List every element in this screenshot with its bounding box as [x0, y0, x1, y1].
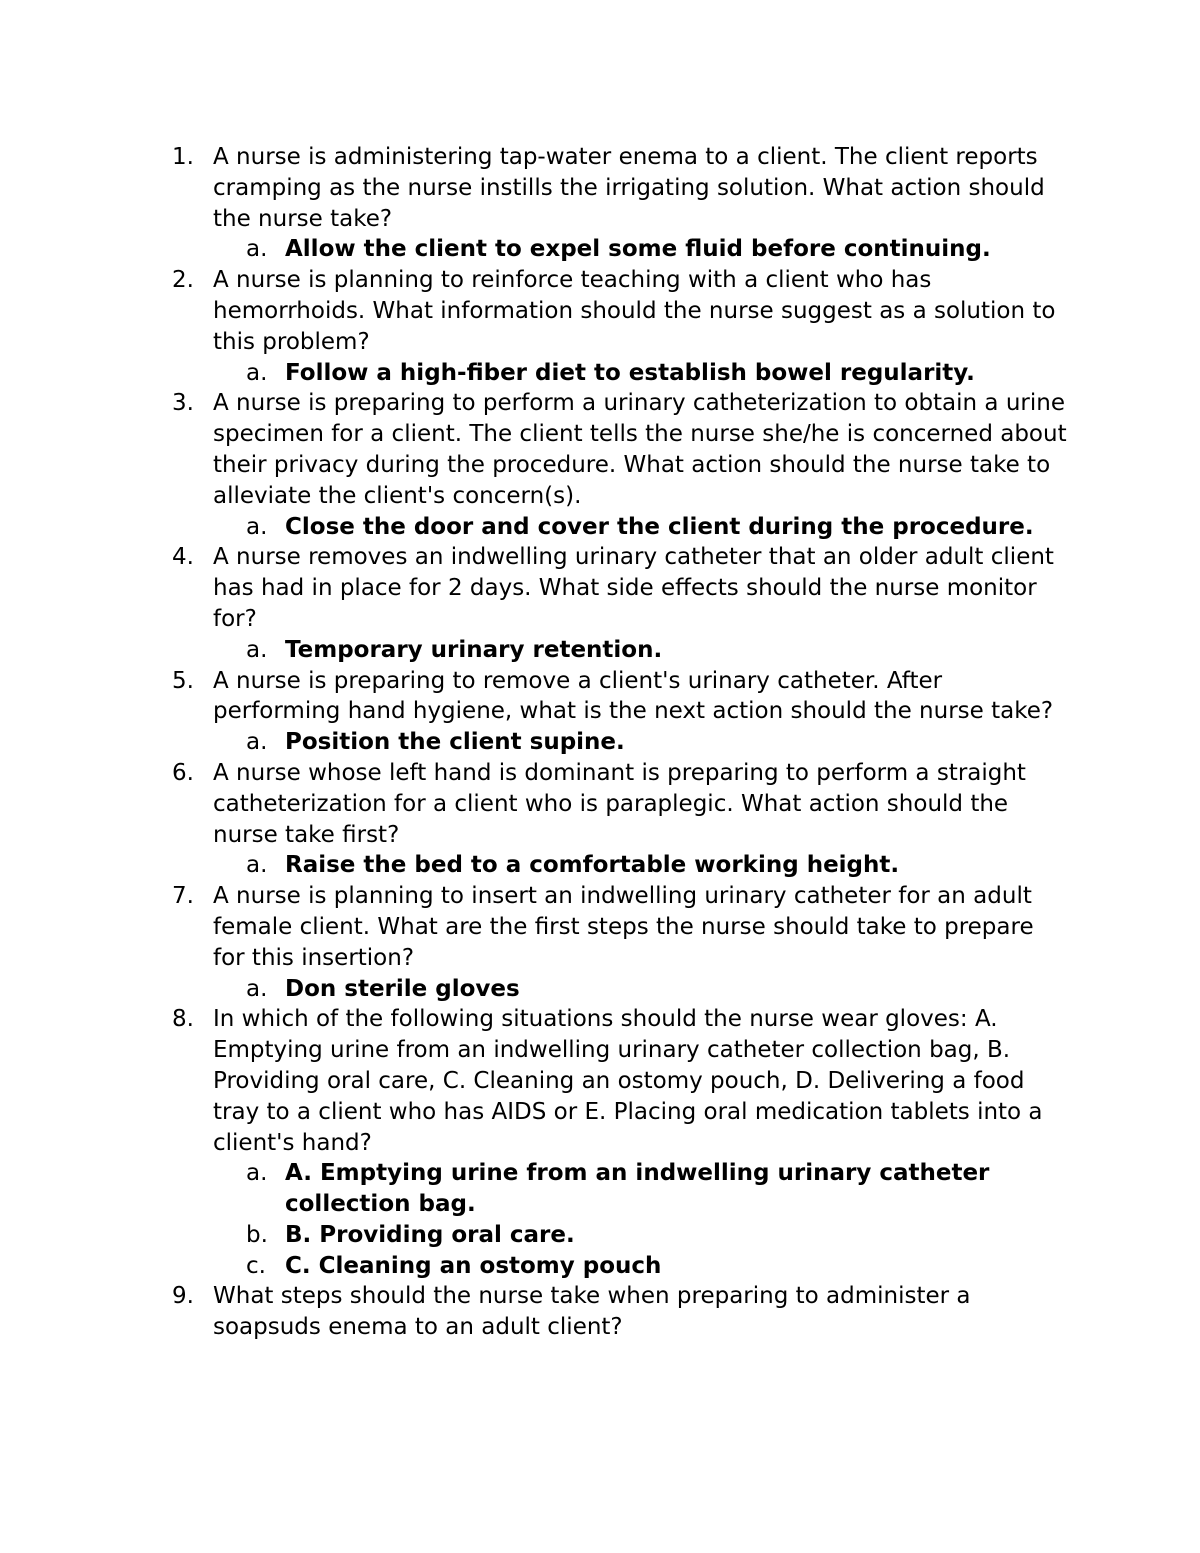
question-text: A nurse is administering tap-water enema to a client. The client reports cramping as the nurse instills the irrigating solution. What action should the nurse take?: [213, 144, 1045, 232]
question-number: 2.: [172, 267, 194, 294]
question-text: A nurse is preparing to remove a client's urinary catheter. After performing hand hygiene, what is the next action should the nurse take?: [213, 667, 1054, 725]
answer-letter: c.: [246, 1252, 266, 1279]
question-item: [172, 1004, 1072, 1281]
question-item: [172, 542, 1072, 665]
answer-list: [213, 974, 1072, 1005]
answer-list: [213, 850, 1072, 881]
question-number: 3.: [172, 390, 194, 417]
question-number: 1.: [172, 144, 194, 170]
answer-letter: a.: [246, 729, 268, 756]
answer-item: [213, 1220, 1072, 1251]
answer-item: [213, 727, 1072, 758]
question-text: A nurse is preparing to perform a urinary catheterization to obtain a urine specimen for a client. The client tells the nurse she/he is concerned about their privacy during the procedure. What action should the nurse take to alleviate the client's concern(s).: [213, 390, 1067, 509]
answer-list: [213, 1158, 1072, 1281]
question-number: 5.: [172, 667, 194, 694]
question-number: 7.: [172, 883, 194, 910]
question-text: A nurse removes an indwelling urinary catheter that an older adult client has had in place for 2 days. What side effects should the nurse monitor for?: [213, 544, 1054, 632]
answer-text: B. Providing oral care.: [285, 1221, 575, 1248]
answer-item: [213, 1158, 1072, 1220]
question-item: [172, 666, 1072, 758]
question-text: What steps should the nurse take when preparing to administer a soapsuds enema to an adult client?: [213, 1283, 971, 1341]
answer-item: [213, 358, 1072, 389]
question-text: In which of the following situations should the nurse wear gloves: A. Emptying urine from an indwelling urinary catheter collection bag, B. Providing oral care, C. Cleaning an ostomy pouch, D. Delivering a food tray to a client who has AIDS or E. Placing oral medication tablets into a client's hand?: [213, 1006, 1043, 1156]
question-item: [172, 881, 1072, 1004]
answer-item: [213, 635, 1072, 666]
question-item: [172, 388, 1072, 542]
question-item: [172, 142, 1072, 265]
answer-text: A. Emptying urine from an indwelling urinary catheter collection bag.: [285, 1160, 990, 1218]
question-item: [172, 1281, 1072, 1343]
question-text: A nurse is planning to insert an indwelling urinary catheter for an adult female client. What are the first steps the nurse should take to prepare for this insertion?: [213, 883, 1034, 971]
question-number: 8.: [172, 1006, 194, 1033]
question-number: 9.: [172, 1283, 194, 1310]
answer-list: [213, 512, 1072, 543]
answer-letter: a.: [246, 359, 268, 386]
answer-item: [213, 1251, 1072, 1282]
answer-item: [213, 974, 1072, 1005]
answer-letter: a.: [246, 513, 268, 540]
question-number: 6.: [172, 759, 194, 786]
answer-text: Follow a high-fiber diet to establish bowel regularity.: [285, 359, 975, 386]
answer-list: [213, 358, 1072, 389]
answer-text: Temporary urinary retention.: [285, 636, 663, 663]
answer-letter: a.: [246, 636, 268, 663]
answer-item: [213, 512, 1072, 543]
answer-list: [213, 635, 1072, 666]
question-list: [172, 142, 1072, 1343]
question-number: 4.: [172, 544, 194, 571]
answer-list: [213, 234, 1072, 265]
answer-letter: a.: [246, 975, 268, 1002]
answer-list: [213, 727, 1072, 758]
answer-item: [213, 850, 1072, 881]
question-text: A nurse is planning to reinforce teaching with a client who has hemorrhoids. What information should the nurse suggest as a solution to this problem?: [213, 267, 1056, 355]
answer-text: Raise the bed to a comfortable working height.: [285, 852, 900, 879]
answer-item: [213, 234, 1072, 265]
question-item: [172, 758, 1072, 881]
answer-letter: b.: [246, 1221, 268, 1248]
answer-text: Allow the client to expel some fluid before continuing.: [285, 236, 991, 263]
answer-letter: a.: [246, 236, 268, 263]
question-item: [172, 265, 1072, 388]
question-text: A nurse whose left hand is dominant is preparing to perform a straight catheterization for a client who is paraplegic. What action should the nurse take first?: [213, 759, 1026, 848]
answer-text: Position the client supine.: [285, 729, 625, 756]
answer-text: Close the door and cover the client during the procedure.: [285, 513, 1034, 540]
answer-text: Don sterile gloves: [285, 975, 520, 1002]
answer-text: C. Cleaning an ostomy pouch: [285, 1252, 662, 1279]
answer-letter: a.: [246, 1160, 268, 1187]
answer-letter: a.: [246, 852, 268, 879]
